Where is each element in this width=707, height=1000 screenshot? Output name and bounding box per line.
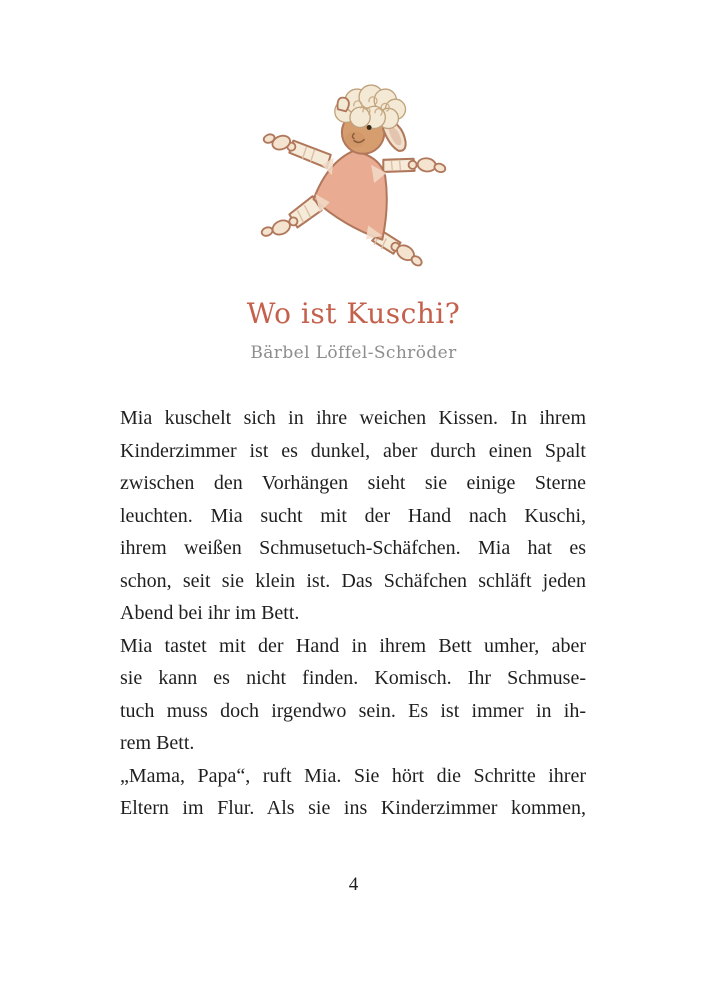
story-text [120, 402, 586, 825]
sheep-ear-left [337, 98, 348, 112]
body-line: Eltern im Flur. Als sie ins Kinderzimmer kommen, [120, 797, 586, 819]
body-line: tuch muss doch irgendwo sein. Es ist immer in ih- [120, 699, 586, 722]
sheep-head [335, 85, 406, 154]
body-line: Kinderzimmer ist es dunkel, aber durch einen Spalt [120, 439, 586, 462]
body-line: „Mama, Papa“, ruft Mia. Sie hört die Schritte ihrer [120, 764, 586, 787]
body-line: schon, seit sie klein ist. Das Schäfchen schläft jeden [120, 569, 586, 592]
sheep-eye [367, 125, 372, 130]
body-line: zwischen den Vorhängen sieht sie einige Sterne [120, 472, 586, 494]
body-line: sie kann es nicht finden. Komisch. Ihr Schmuse- [120, 667, 586, 689]
paragraph [120, 402, 586, 630]
body-line: rem Bett. [120, 732, 195, 754]
paragraph [120, 760, 586, 825]
sheep-illustration [258, 80, 450, 277]
paragraph [120, 630, 586, 760]
body-line: Mia tastet mit der Hand in ihrem Bett umher, aber [120, 634, 586, 657]
body-line: Abend bei ihr im Bett. [120, 602, 300, 624]
author-name: Bärbel Löffel-Schröder [250, 343, 457, 363]
body-line: leuchten. Mia sucht mit der Hand nach Kuschi, [120, 504, 586, 527]
body-line: ihrem weißen Schmusetuch-Schäfchen. Mia hat es [120, 537, 586, 559]
body-line: Mia kuschelt sich in ihre weichen Kissen. In ihrem [120, 407, 586, 429]
page-number: 4 [348, 874, 359, 895]
page-title: Wo ist Kuschi? [246, 297, 461, 330]
